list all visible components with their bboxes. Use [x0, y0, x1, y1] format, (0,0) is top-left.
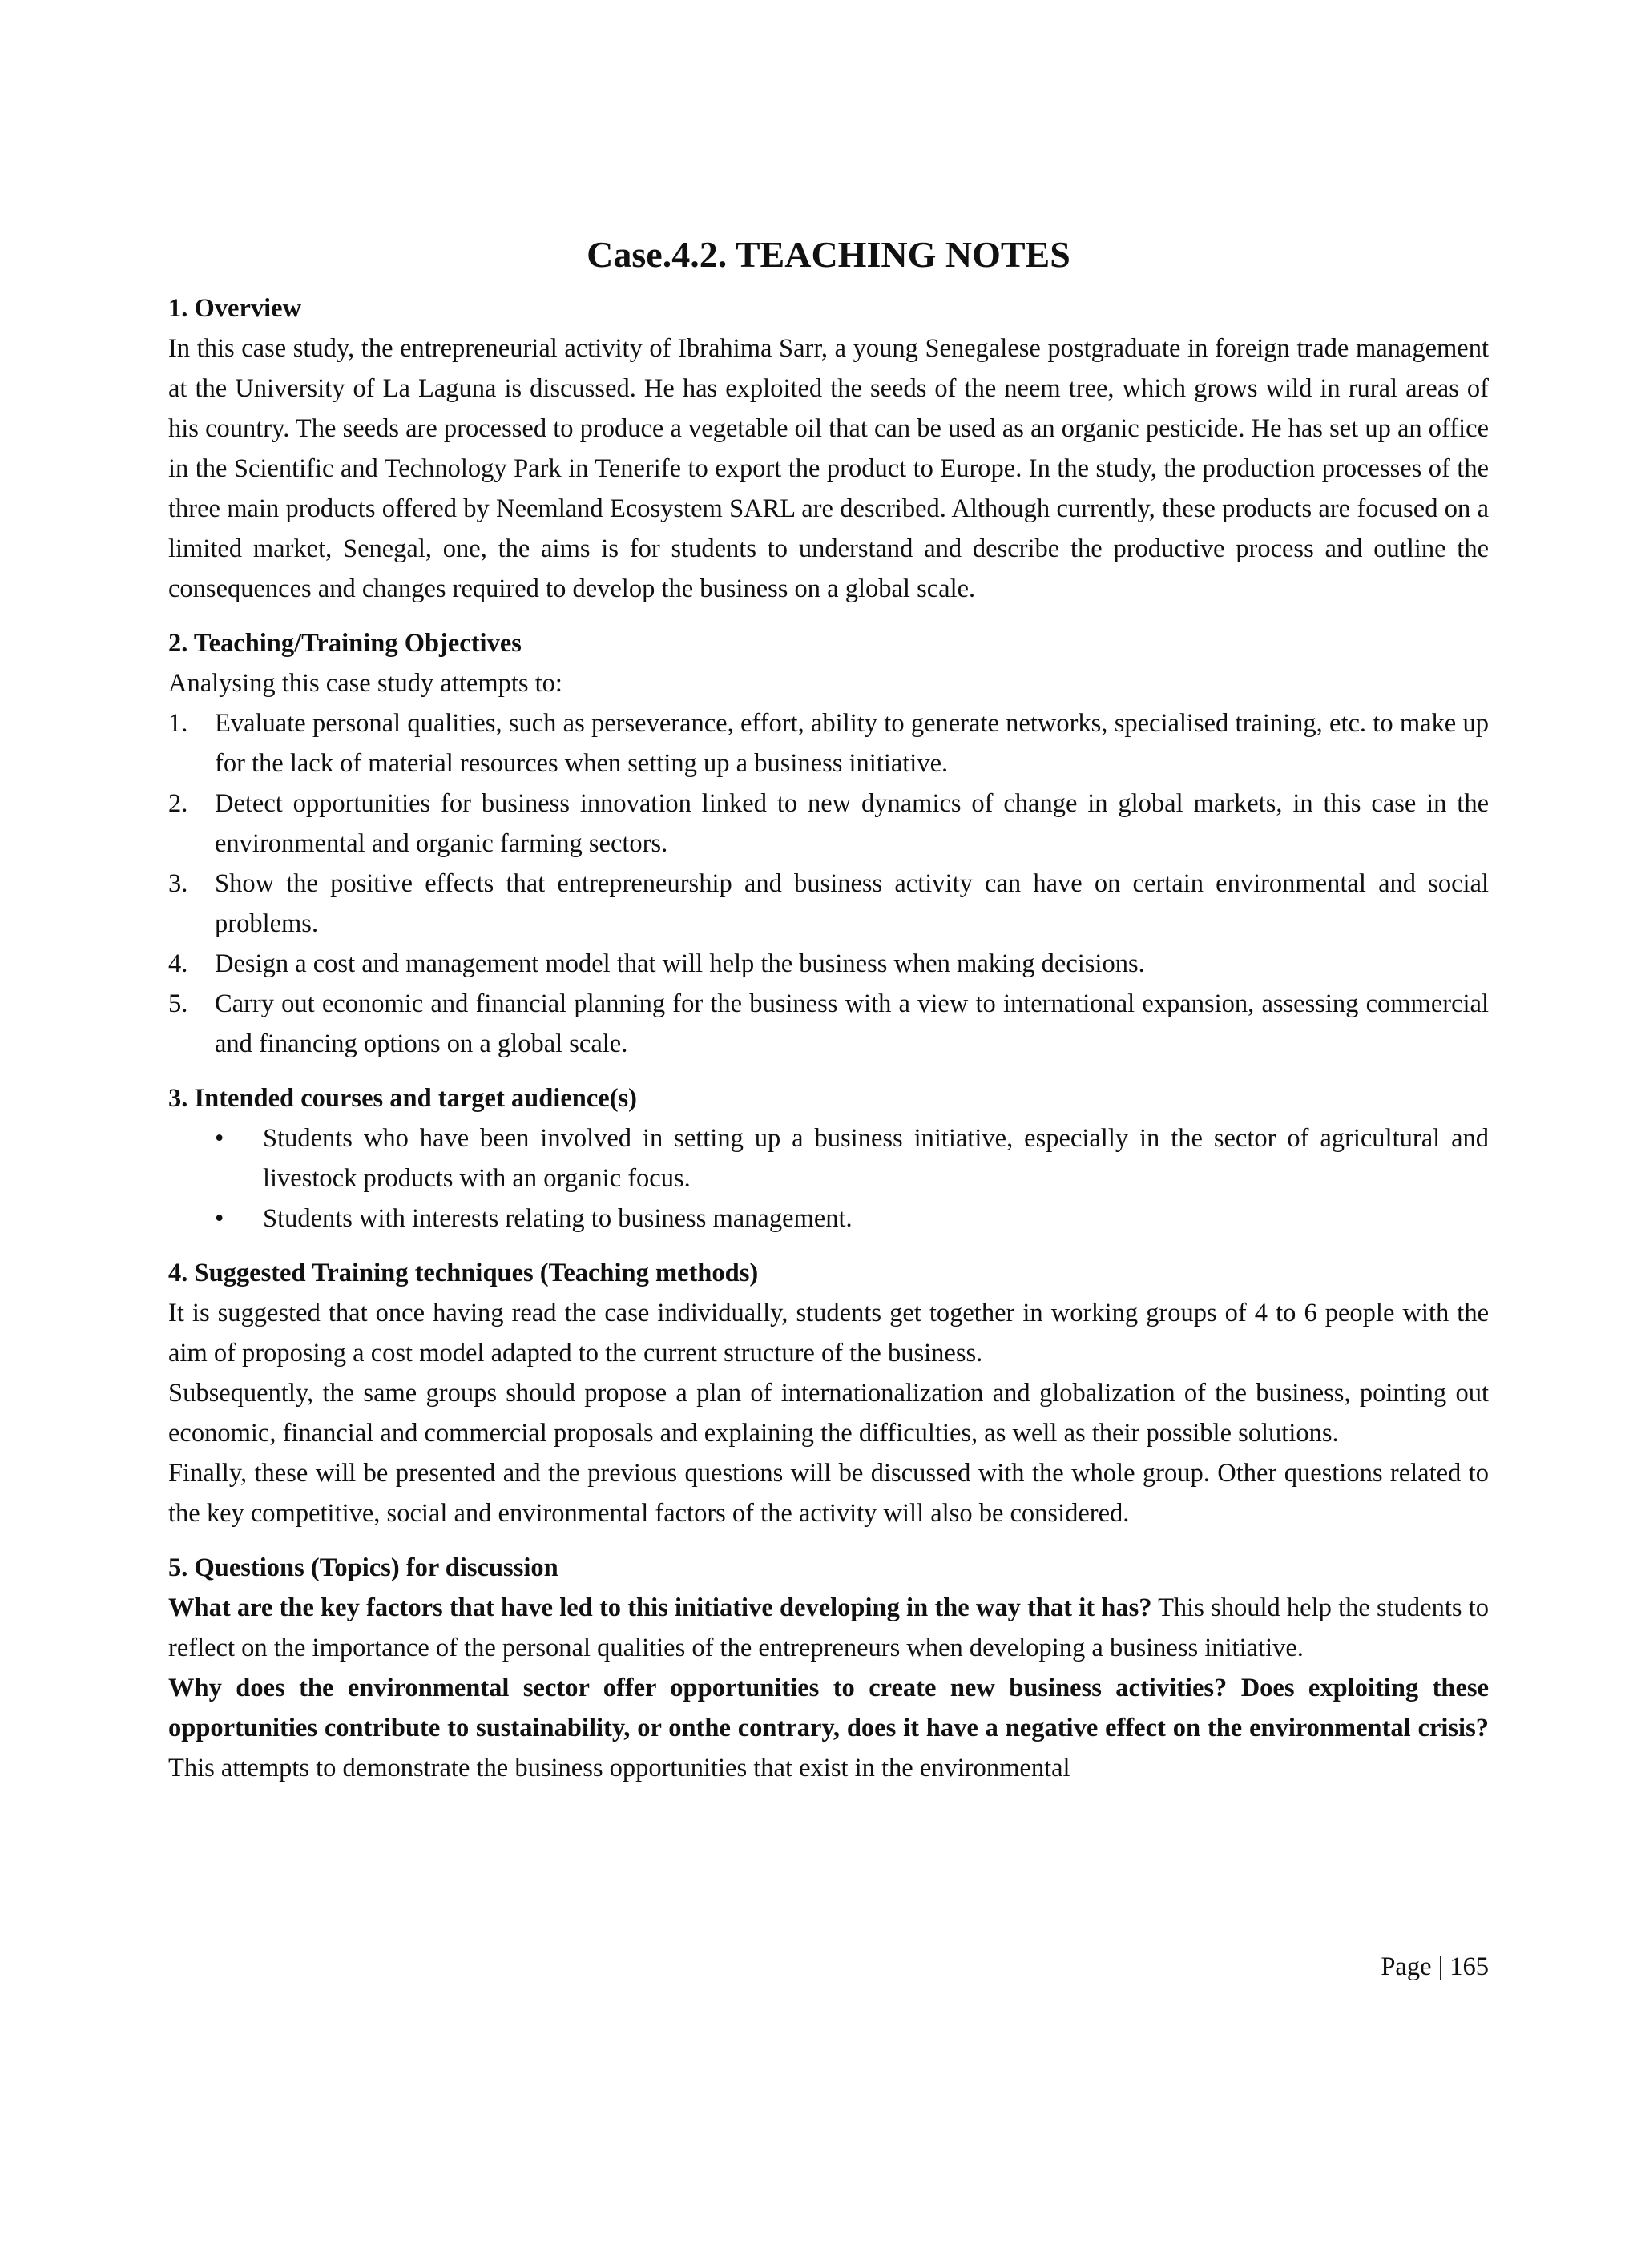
techniques-paragraph: Subsequently, the same groups should propose a plan of internationalization and globalization of the business, pointing out economic, financial and commercial proposals and explaining the difficulties, as well as their possible solutions. — [168, 1379, 1489, 1448]
objective-number: 3. — [168, 869, 188, 898]
objectives-intro: Analysing this case study attempts to: — [168, 669, 562, 698]
document-page — [168, 224, 1489, 1788]
question-2-prompt: Why does the environmental sector offer opportunities to create new business activities? Does exploiting these opportunities contribute to sustainability, or onthe contrary, does it have a negative effect on the environmental crisis? — [168, 1674, 1489, 1742]
audience-text: Students who have been involved in setting up a business initiative, especially in the sector of agricultural and livestock products with an organic focus. — [263, 1124, 1489, 1193]
objective-text: Detect opportunities for business innovation linked to new dynamics of change in global markets, in this case in the environmental and organic farming sectors. — [215, 789, 1489, 858]
page-number: Page | 165 — [1381, 1952, 1489, 1981]
objective-item — [168, 784, 1489, 864]
audience-item — [168, 1198, 1489, 1239]
objective-item — [168, 703, 1489, 784]
overview-text: In this case study, the entrepreneurial activity of Ibrahima Sarr, a young Senegalese postgraduate in foreign trade management at the University of La Laguna is discussed. He has exploited the seeds of the neem tree, which grows wild in rural areas of his country. The seeds are processed to produce a vegetable oil that can be used as an organic pesticide. He has set up an office in the Scientific and Technology Park in Tenerife to export the product to Europe. In the study, the production processes of the three main products offered by Neemland Ecosystem SARL are described. Although currently, these products are focused on a limited market, Senegal, one, the aims is for students to understand and describe the productive process and outline the consequences and changes required to develop the business on a global scale. — [168, 334, 1489, 603]
techniques-heading: 4. Suggested Training techniques (Teaching methods) — [168, 1259, 759, 1287]
objective-text: Carry out economic and financial planning for the business with a view to international expansion, assessing commercial and financing options on a global scale. — [215, 989, 1489, 1058]
objectives-heading: 2. Teaching/Training Objectives — [168, 629, 522, 658]
audience-list — [168, 1118, 1489, 1239]
techniques-paragraph: It is suggested that once having read the case individually, students get together in working groups of 4 to 6 people with the aim of proposing a cost model adapted to the current structure of the business. — [168, 1299, 1489, 1368]
audience-heading: 3. Intended courses and target audience(s) — [168, 1084, 637, 1113]
audience-item — [168, 1118, 1489, 1198]
bullet-icon: • — [215, 1204, 224, 1233]
question-1-text: This should help the students to reflect on the importance of the personal qualities of the entrepreneurs when developing a business initiative. — [168, 1593, 1489, 1662]
objectives-list — [168, 703, 1489, 1064]
objective-item — [168, 864, 1489, 944]
objective-number: 2. — [168, 789, 188, 818]
objective-number: 5. — [168, 989, 188, 1018]
question-2-text: This attempts to demonstrate the business opportunities that exist in the environmental — [168, 1754, 1070, 1783]
objective-number: 4. — [168, 949, 188, 978]
question-1 — [168, 1588, 1489, 1668]
objective-item — [168, 984, 1489, 1064]
objective-text: Design a cost and management model that will help the business when making decisions. — [215, 949, 1145, 978]
techniques-paragraph: Finally, these will be presented and the previous questions will be discussed with the whole group. Other questions related to the key competitive, social and environmental factors of the activity will also be considered. — [168, 1459, 1489, 1528]
objective-item — [168, 944, 1489, 984]
question-2 — [168, 1668, 1489, 1788]
overview-heading: 1. Overview — [168, 294, 302, 323]
objective-text: Evaluate personal qualities, such as perseverance, effort, ability to generate networks, specialised training, etc. to make up for the lack of material resources when setting up a business initiative. — [215, 709, 1489, 778]
questions-heading: 5. Questions (Topics) for discussion — [168, 1553, 558, 1582]
objective-text: Show the positive effects that entrepreneurship and business activity can have on certain environmental and social problems. — [215, 869, 1489, 938]
objective-number: 1. — [168, 709, 188, 738]
page-title: Case.4.2. TEACHING NOTES — [587, 234, 1070, 275]
audience-text: Students with interests relating to business management. — [263, 1204, 853, 1233]
bullet-icon: • — [215, 1124, 224, 1153]
question-1-prompt: What are the key factors that have led to this initiative developing in the way that it has? — [168, 1593, 1152, 1622]
